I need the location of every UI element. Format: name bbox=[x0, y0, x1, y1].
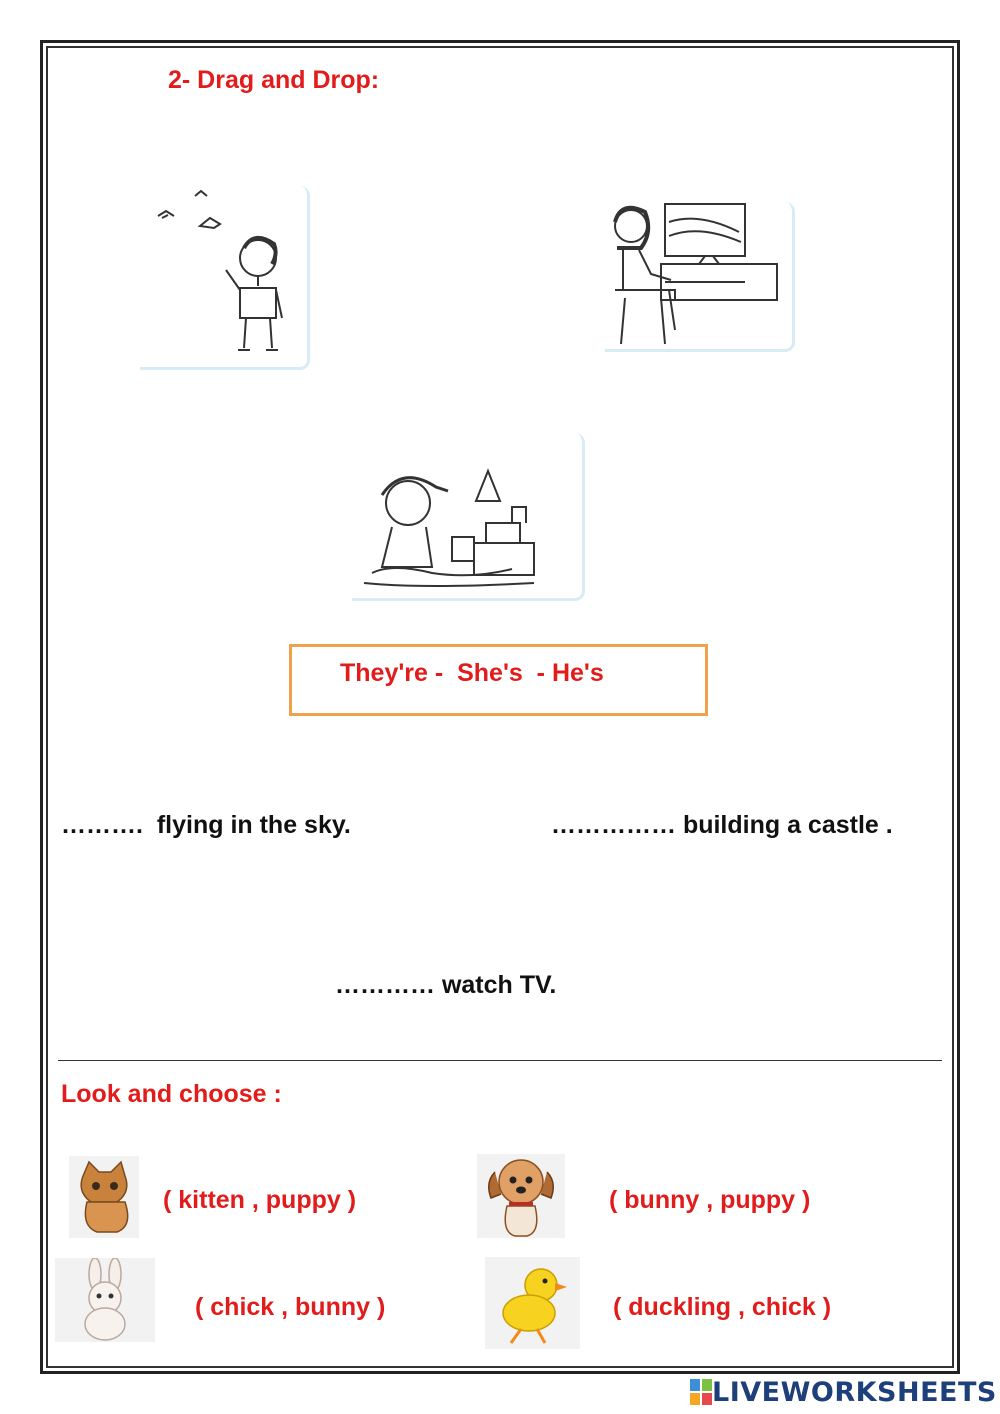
boy-looking-at-birds-icon bbox=[140, 186, 305, 366]
choice-duckling-chick[interactable]: ( duckling , chick ) bbox=[613, 1293, 832, 1321]
sentence-building: …………… building a castle . bbox=[551, 811, 893, 839]
section-divider bbox=[58, 1060, 942, 1061]
kitten-picture bbox=[69, 1156, 139, 1238]
liveworksheets-logo-text: LIVEWORKSHEETS bbox=[712, 1376, 997, 1408]
chick-picture bbox=[485, 1257, 580, 1349]
puppy-icon bbox=[477, 1154, 565, 1238]
choice-chick-bunny[interactable]: ( chick , bunny ) bbox=[195, 1293, 386, 1321]
kitten-icon bbox=[69, 1156, 139, 1238]
word-bank-options: They're - She's - He's bbox=[340, 659, 604, 687]
chick-icon bbox=[485, 1257, 580, 1349]
bunny-picture bbox=[55, 1258, 155, 1342]
sentence-flying: ………. flying in the sky. bbox=[61, 811, 351, 839]
word-bank-box bbox=[289, 644, 708, 716]
bunny-icon bbox=[55, 1258, 155, 1342]
section-title-look-choose: Look and choose : bbox=[61, 1080, 282, 1108]
choice-kitten-puppy[interactable]: ( kitten , puppy ) bbox=[163, 1186, 357, 1214]
sentence-watch-tv: ………… watch TV. bbox=[335, 971, 557, 999]
puppy-picture bbox=[477, 1154, 565, 1238]
picture-boy-sandcastle bbox=[352, 433, 585, 601]
section-title-drag-drop: 2- Drag and Drop: bbox=[168, 66, 380, 94]
liveworksheets-logo-icon bbox=[690, 1379, 712, 1405]
liveworksheets-logo bbox=[690, 1375, 997, 1409]
picture-boy-birds bbox=[140, 186, 310, 370]
girl-watching-tv-icon bbox=[605, 202, 790, 348]
picture-girl-tv bbox=[605, 202, 795, 352]
choice-bunny-puppy[interactable]: ( bunny , puppy ) bbox=[609, 1186, 811, 1214]
boy-building-sandcastle-icon bbox=[352, 433, 580, 597]
